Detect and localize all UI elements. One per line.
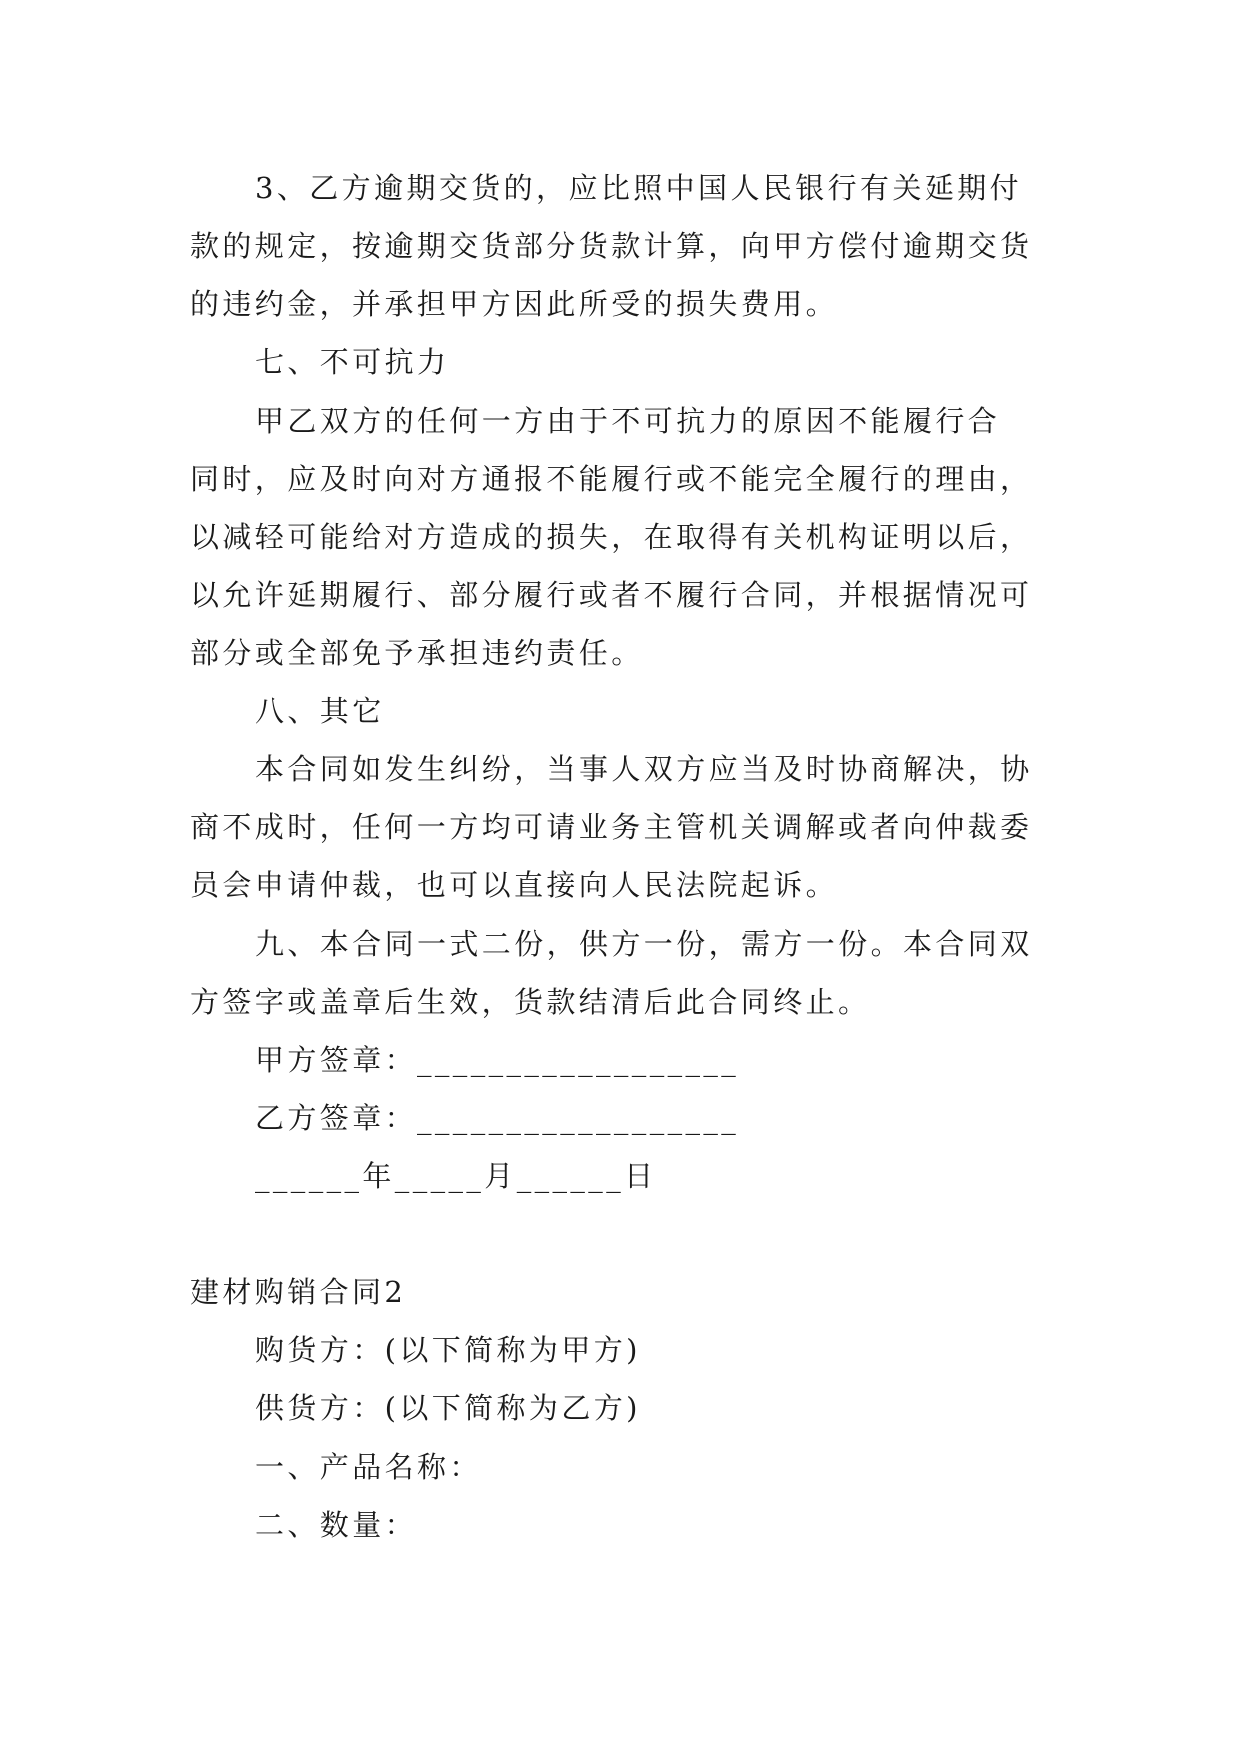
contract-title: 建材购销合同2 bbox=[190, 1275, 407, 1309]
paragraph-line: 以允许延期履行、部分履行或者不履行合同，并根据情况可 bbox=[190, 578, 1033, 612]
paragraph-line: 以减轻可能给对方造成的损失，在取得有关机构证明以后， bbox=[190, 520, 1033, 554]
paragraph-line: 商不成时，任何一方均可请业务主管机关调解或者向仲裁委 bbox=[190, 810, 1033, 844]
paragraph-line: 3、乙方逾期交货的，应比照中国人民银行有关延期付 bbox=[255, 171, 1023, 205]
section-heading: 一、产品名称： bbox=[255, 1450, 482, 1484]
date-line: ______年_____月______日 bbox=[255, 1159, 657, 1193]
paragraph-line: 的违约金，并承担甲方因此所受的损失费用。 bbox=[190, 287, 839, 321]
section-heading: 七、不可抗力 bbox=[255, 345, 450, 379]
paragraph-line: 方签字或盖章后生效，货款结清后此合同终止。 bbox=[190, 985, 871, 1019]
paragraph-line: 本合同如发生纠纷，当事人双方应当及时协商解决，协 bbox=[255, 752, 1033, 786]
supplier-line: 供货方：(以下简称为乙方) bbox=[255, 1391, 641, 1425]
section-heading: 八、其它 bbox=[255, 694, 385, 728]
paragraph-line: 款的规定，按逾期交货部分货款计算，向甲方偿付逾期交货 bbox=[190, 229, 1033, 263]
paragraph-line: 同时，应及时向对方通报不能履行或不能完全履行的理由， bbox=[190, 462, 1033, 496]
buyer-line: 购货方：(以下简称为甲方) bbox=[255, 1333, 641, 1367]
paragraph-line: 员会申请仲裁，也可以直接向人民法院起诉。 bbox=[190, 868, 839, 902]
paragraph-line: 九、本合同一式二份，供方一份，需方一份。本合同双 bbox=[255, 927, 1033, 961]
party-a-signature-line: 甲方签章：__________________ bbox=[255, 1043, 740, 1077]
paragraph-line: 部分或全部免予承担违约责任。 bbox=[190, 636, 644, 670]
party-b-signature-line: 乙方签章：__________________ bbox=[255, 1101, 740, 1135]
section-heading: 二、数量： bbox=[255, 1508, 418, 1542]
paragraph-line: 甲乙双方的任何一方由于不可抗力的原因不能履行合 bbox=[255, 404, 1001, 438]
